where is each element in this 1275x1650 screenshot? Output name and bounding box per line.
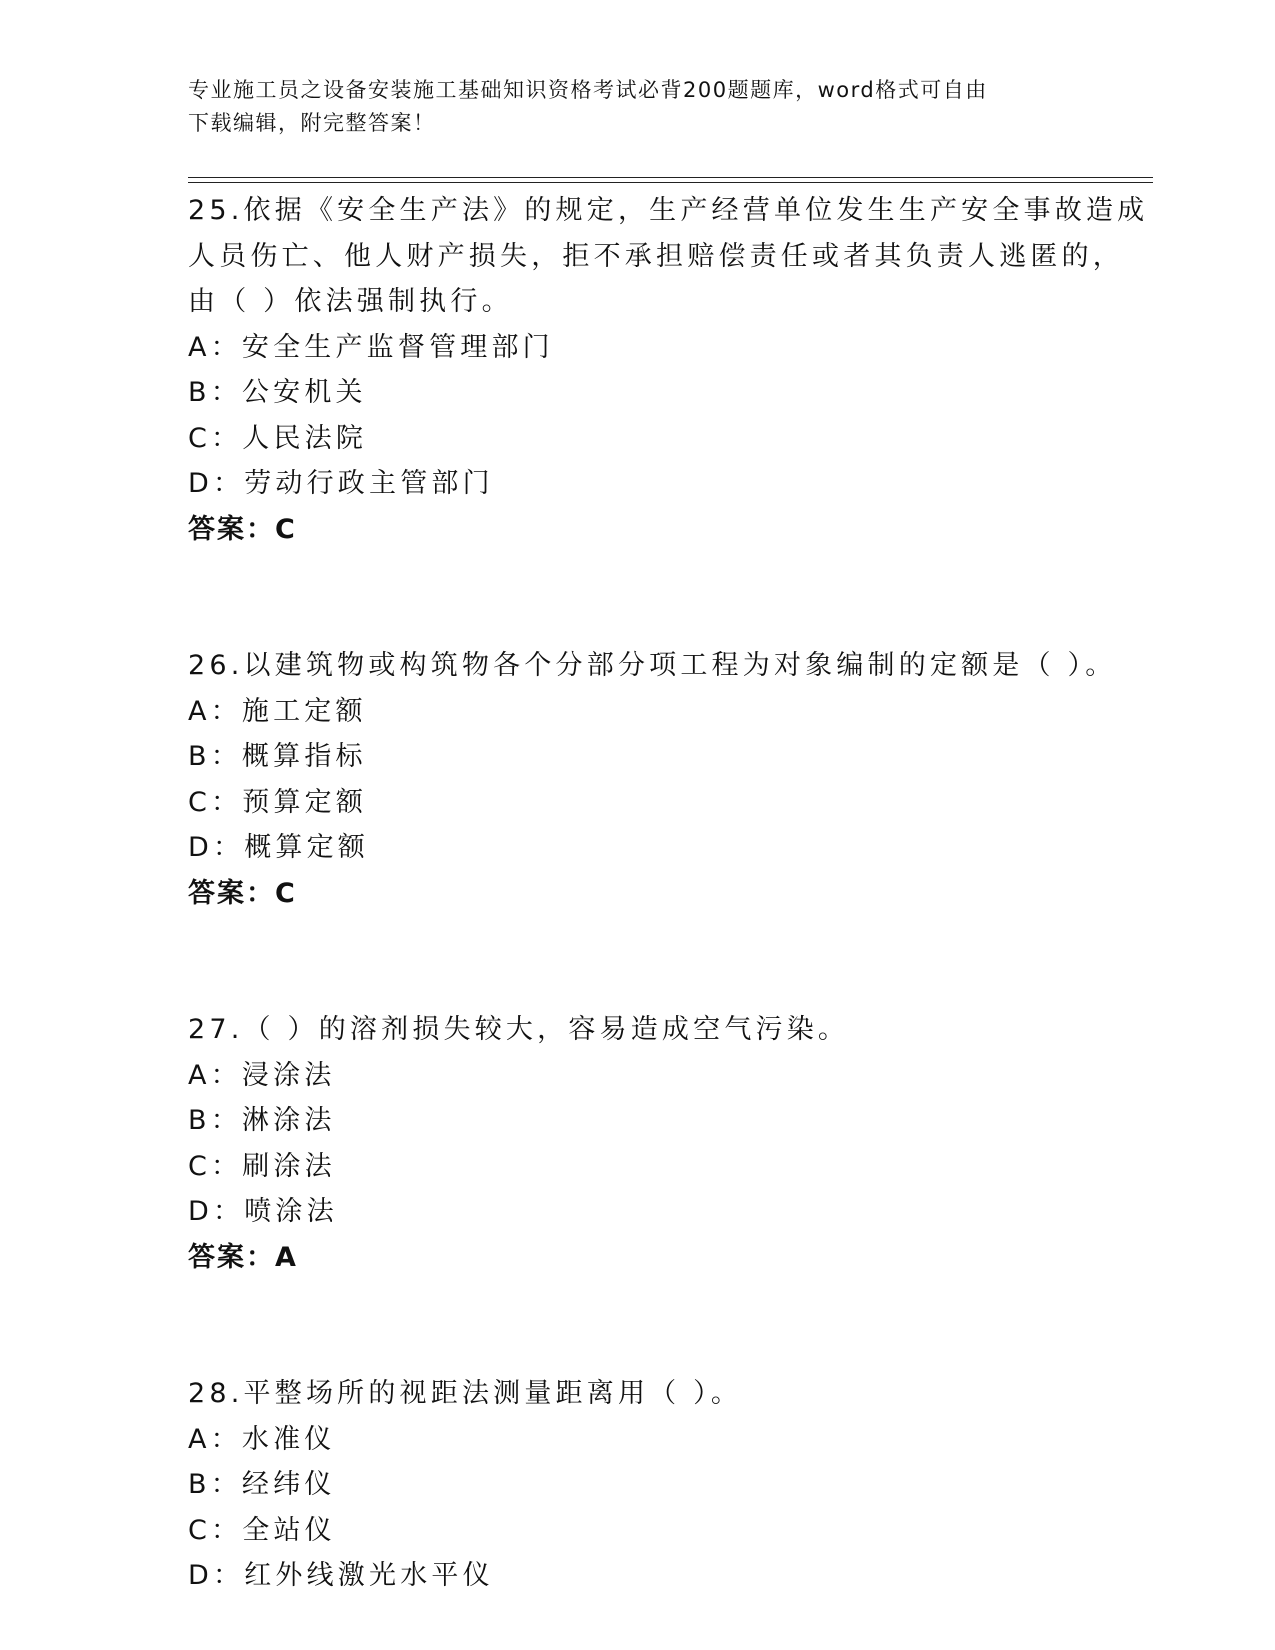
spacer — [188, 1280, 1148, 1371]
option-a: A：施工定额 — [188, 695, 367, 727]
option-a: A：浸涂法 — [188, 1059, 336, 1091]
question-list — [188, 188, 1148, 1599]
question-stem-line: 27.（ ）的溶剂损失较大，容易造成空气污染。 — [188, 1014, 850, 1045]
option-b: B：公安机关 — [188, 377, 367, 408]
option-b: B：经纬仪 — [188, 1469, 336, 1500]
header-line-1: 专业施工员之设备安装施工基础知识资格考试必背200题题库，word格式可自由 — [188, 78, 988, 102]
option-c: C：全站仪 — [188, 1514, 336, 1546]
question-stem-line: 25.依据《安全生产法》的规定，生产经营单位发生生产安全事故造成 — [188, 195, 1149, 226]
option-d: D：劳动行政主管部门 — [188, 468, 494, 499]
option-d: D：红外线激光水平仪 — [188, 1560, 494, 1591]
header-line-2: 下载编辑，附完整答案！ — [188, 111, 436, 135]
question-stem-line: 28.平整场所的视距法测量距离用（ ）。 — [188, 1378, 743, 1409]
answer-text: 答案：C — [188, 877, 297, 909]
question-28 — [188, 1371, 1148, 1599]
answer-text: 答案：A — [188, 1241, 298, 1273]
document-header — [188, 74, 1088, 140]
header-divider-bottom — [188, 182, 1153, 183]
option-c: C：预算定额 — [188, 786, 368, 818]
option-d: D：概算定额 — [188, 832, 369, 863]
spacer — [188, 916, 1148, 1007]
option-c: C：刷涂法 — [188, 1150, 336, 1182]
question-27 — [188, 1007, 1148, 1280]
answer-text: 答案：C — [188, 513, 297, 545]
question-stem-line: 人员伤亡、他人财产损失，拒不承担赔偿责任或者其负责人逃匿的， — [188, 240, 1124, 272]
option-b: B：概算指标 — [188, 741, 367, 772]
option-a: A：水准仪 — [188, 1423, 336, 1455]
option-b: B：淋涂法 — [188, 1105, 336, 1136]
question-stem-line: 26.以建筑物或构筑物各个分部分项工程为对象编制的定额是（ ）。 — [188, 650, 1117, 681]
header-divider-top — [188, 177, 1153, 178]
option-a: A：安全生产监督管理部门 — [188, 331, 554, 363]
question-stem-line: 由（ ）依法强制执行。 — [188, 286, 513, 317]
option-d: D：喷涂法 — [188, 1196, 338, 1227]
spacer — [188, 552, 1148, 643]
option-c: C：人民法院 — [188, 422, 368, 454]
question-26 — [188, 643, 1148, 916]
question-25 — [188, 188, 1148, 552]
